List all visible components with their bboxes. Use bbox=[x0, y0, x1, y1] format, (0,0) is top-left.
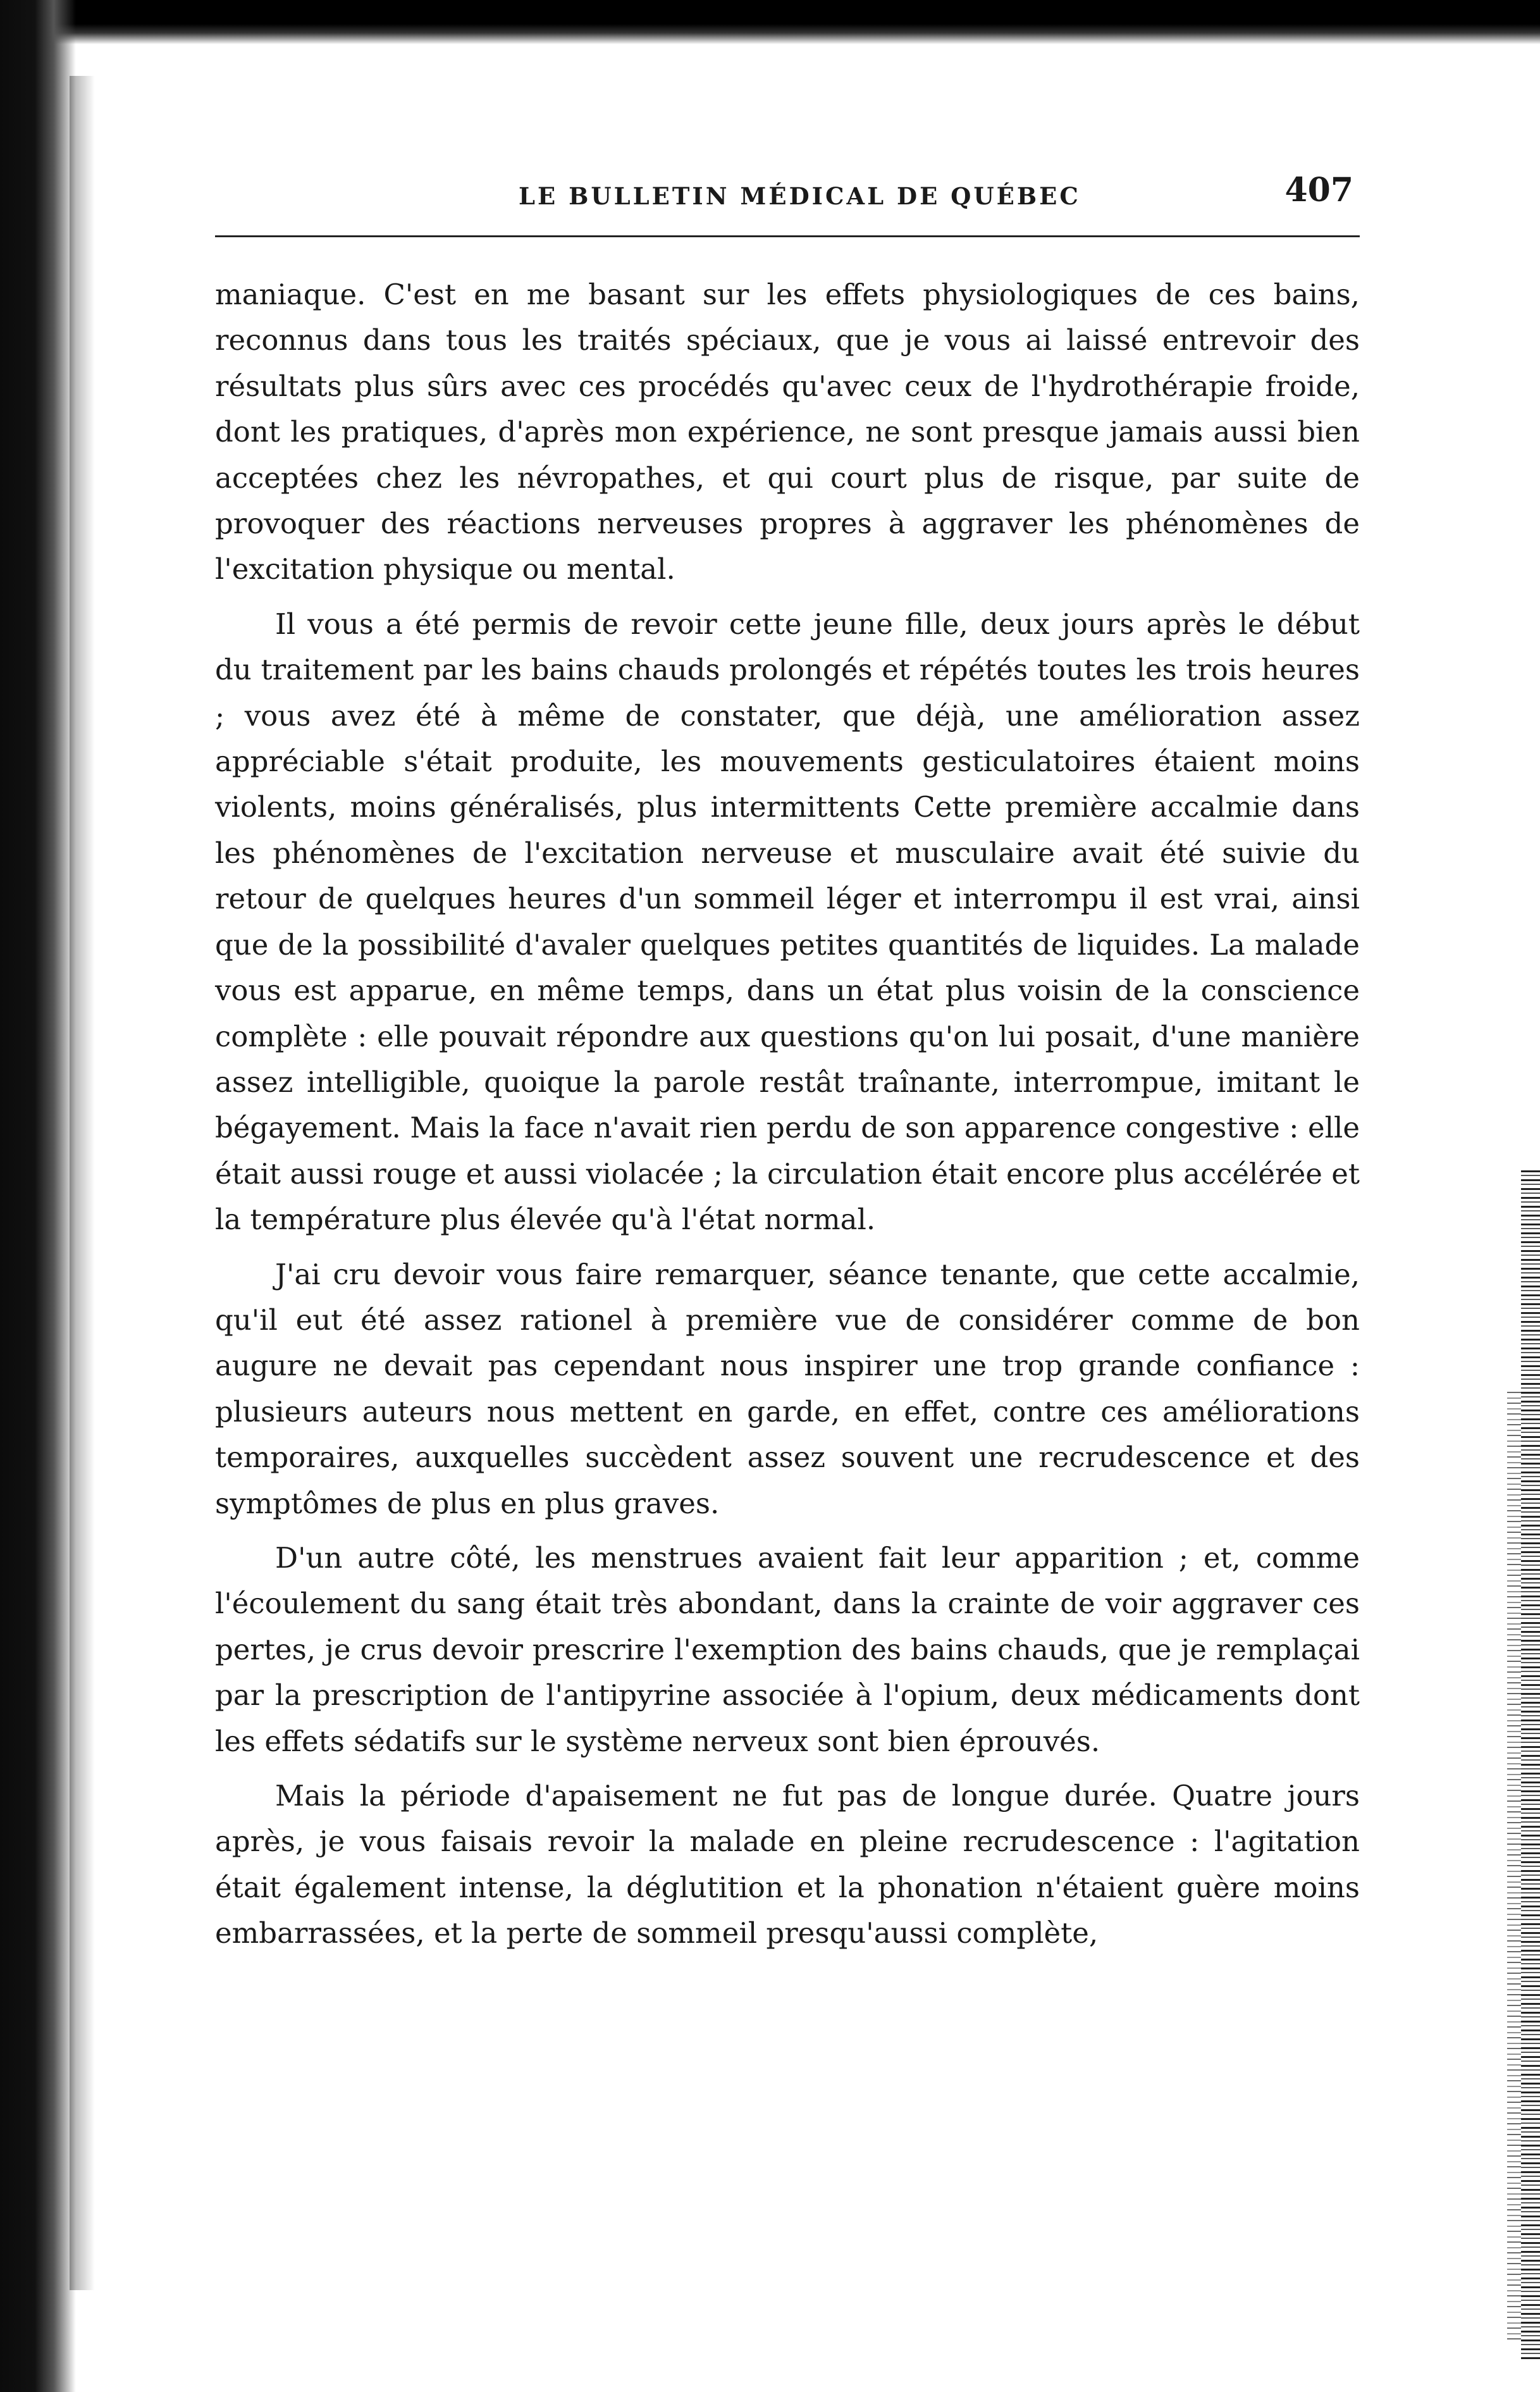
scan-edge-top bbox=[0, 0, 1540, 44]
paragraph-4: D'un autre côté, les menstrues avaient fait leur apparition ; et, comme l'écoulement du sang était très abondant, dans la crainte de voir aggraver ces pertes, je crus devoir prescrire l'exemption des bains chauds, que je remplaçai par la prescription de l'antipyrine associée à l'opium, deux médicaments dont les effets sédatifs sur le système nerveux sont bien éprouvés. bbox=[215, 1540, 1360, 1758]
body-text bbox=[215, 272, 1360, 1957]
scan-edge-right bbox=[1521, 1170, 1540, 2360]
paragraph-5: Mais la période d'apaisement ne fut pas de longue durée. Quatre jours après, je vous faisais revoir la malade en pleine recrudescence : l'agitation était également intense, la déglutition et la phonation n'étaient guère moins embarrassées, et la perte de sommeil presqu'aussi complète, bbox=[215, 1779, 1360, 1950]
header-rule bbox=[215, 235, 1360, 237]
paragraph-1: maniaque. C'est en me basant sur les effets physiologiques de ces bains, reconnus dans tous les traités spéciaux, que je vous ai laissé entrevoir des résultats plus sûrs avec ces procédés qu'avec ceux de l'hydrothérapie froide, dont les pratiques, d'après mon expérience, ne sont presque jamais aussi bien acceptées chez les névropathes, et qui court plus de risque, par suite de provoquer des réactions nerveuses propres à aggraver les phénomènes de l'excitation physique ou mental. bbox=[215, 278, 1360, 586]
paragraph-2: Il vous a été permis de revoir cette jeune fille, deux jours après le début du traitement par les bains chauds prolongés et répétés toutes les trois heures ; vous avez été à même de constater, que déjà, une amélioration assez appréciable s'était produite, les mouvements gesticulatoires étaient moins violents, moins généralisés, plus intermittents Cette première accalmie dans les phénomènes de l'excitation nerveuse et musculaire avait été suivie du retour de quelques heures d'un sommeil léger et interrompu il est vrai, ainsi que de la possibilité d'avaler quelques petites quantités de liquides. La malade vous est apparue, en même temps, dans un état plus voisin de la conscience complète : elle pouvait répondre aux questions qu'on lui posait, d'une manière assez intelligible, quoique la parole restât traînante, interrompue, imitant le bégayement. Mais la face n'avait rien perdu de son apparence congestive : elle était aussi rouge et aussi violacée ; la circulation était encore plus accélérée et la température plus élevée qu'à l'état normal. bbox=[215, 607, 1360, 1237]
paragraph-3: J'ai cru devoir vous faire remarquer, séance tenante, que cette accalmie, qu'il eut été assez rationel à première vue de considérer comme de bon augure ne devait pas cependant nous inspirer une trop grande confiance : plusieurs auteurs nous mettent en garde, en effet, contre ces améliorations temporaires, auxquelles succèdent assez souvent une recrudescence et des symptômes de plus en plus graves. bbox=[215, 1257, 1360, 1520]
running-title: LE BULLETIN MÉDICAL DE QUÉBEC bbox=[519, 182, 1081, 210]
page-number: 407 bbox=[1284, 171, 1353, 209]
scan-gutter-shadow bbox=[70, 76, 95, 2290]
running-head bbox=[215, 152, 1360, 221]
book-page bbox=[215, 152, 1360, 1950]
scan-edge-right-inner bbox=[1507, 1392, 1521, 2341]
scan-edge-left bbox=[0, 0, 76, 2392]
